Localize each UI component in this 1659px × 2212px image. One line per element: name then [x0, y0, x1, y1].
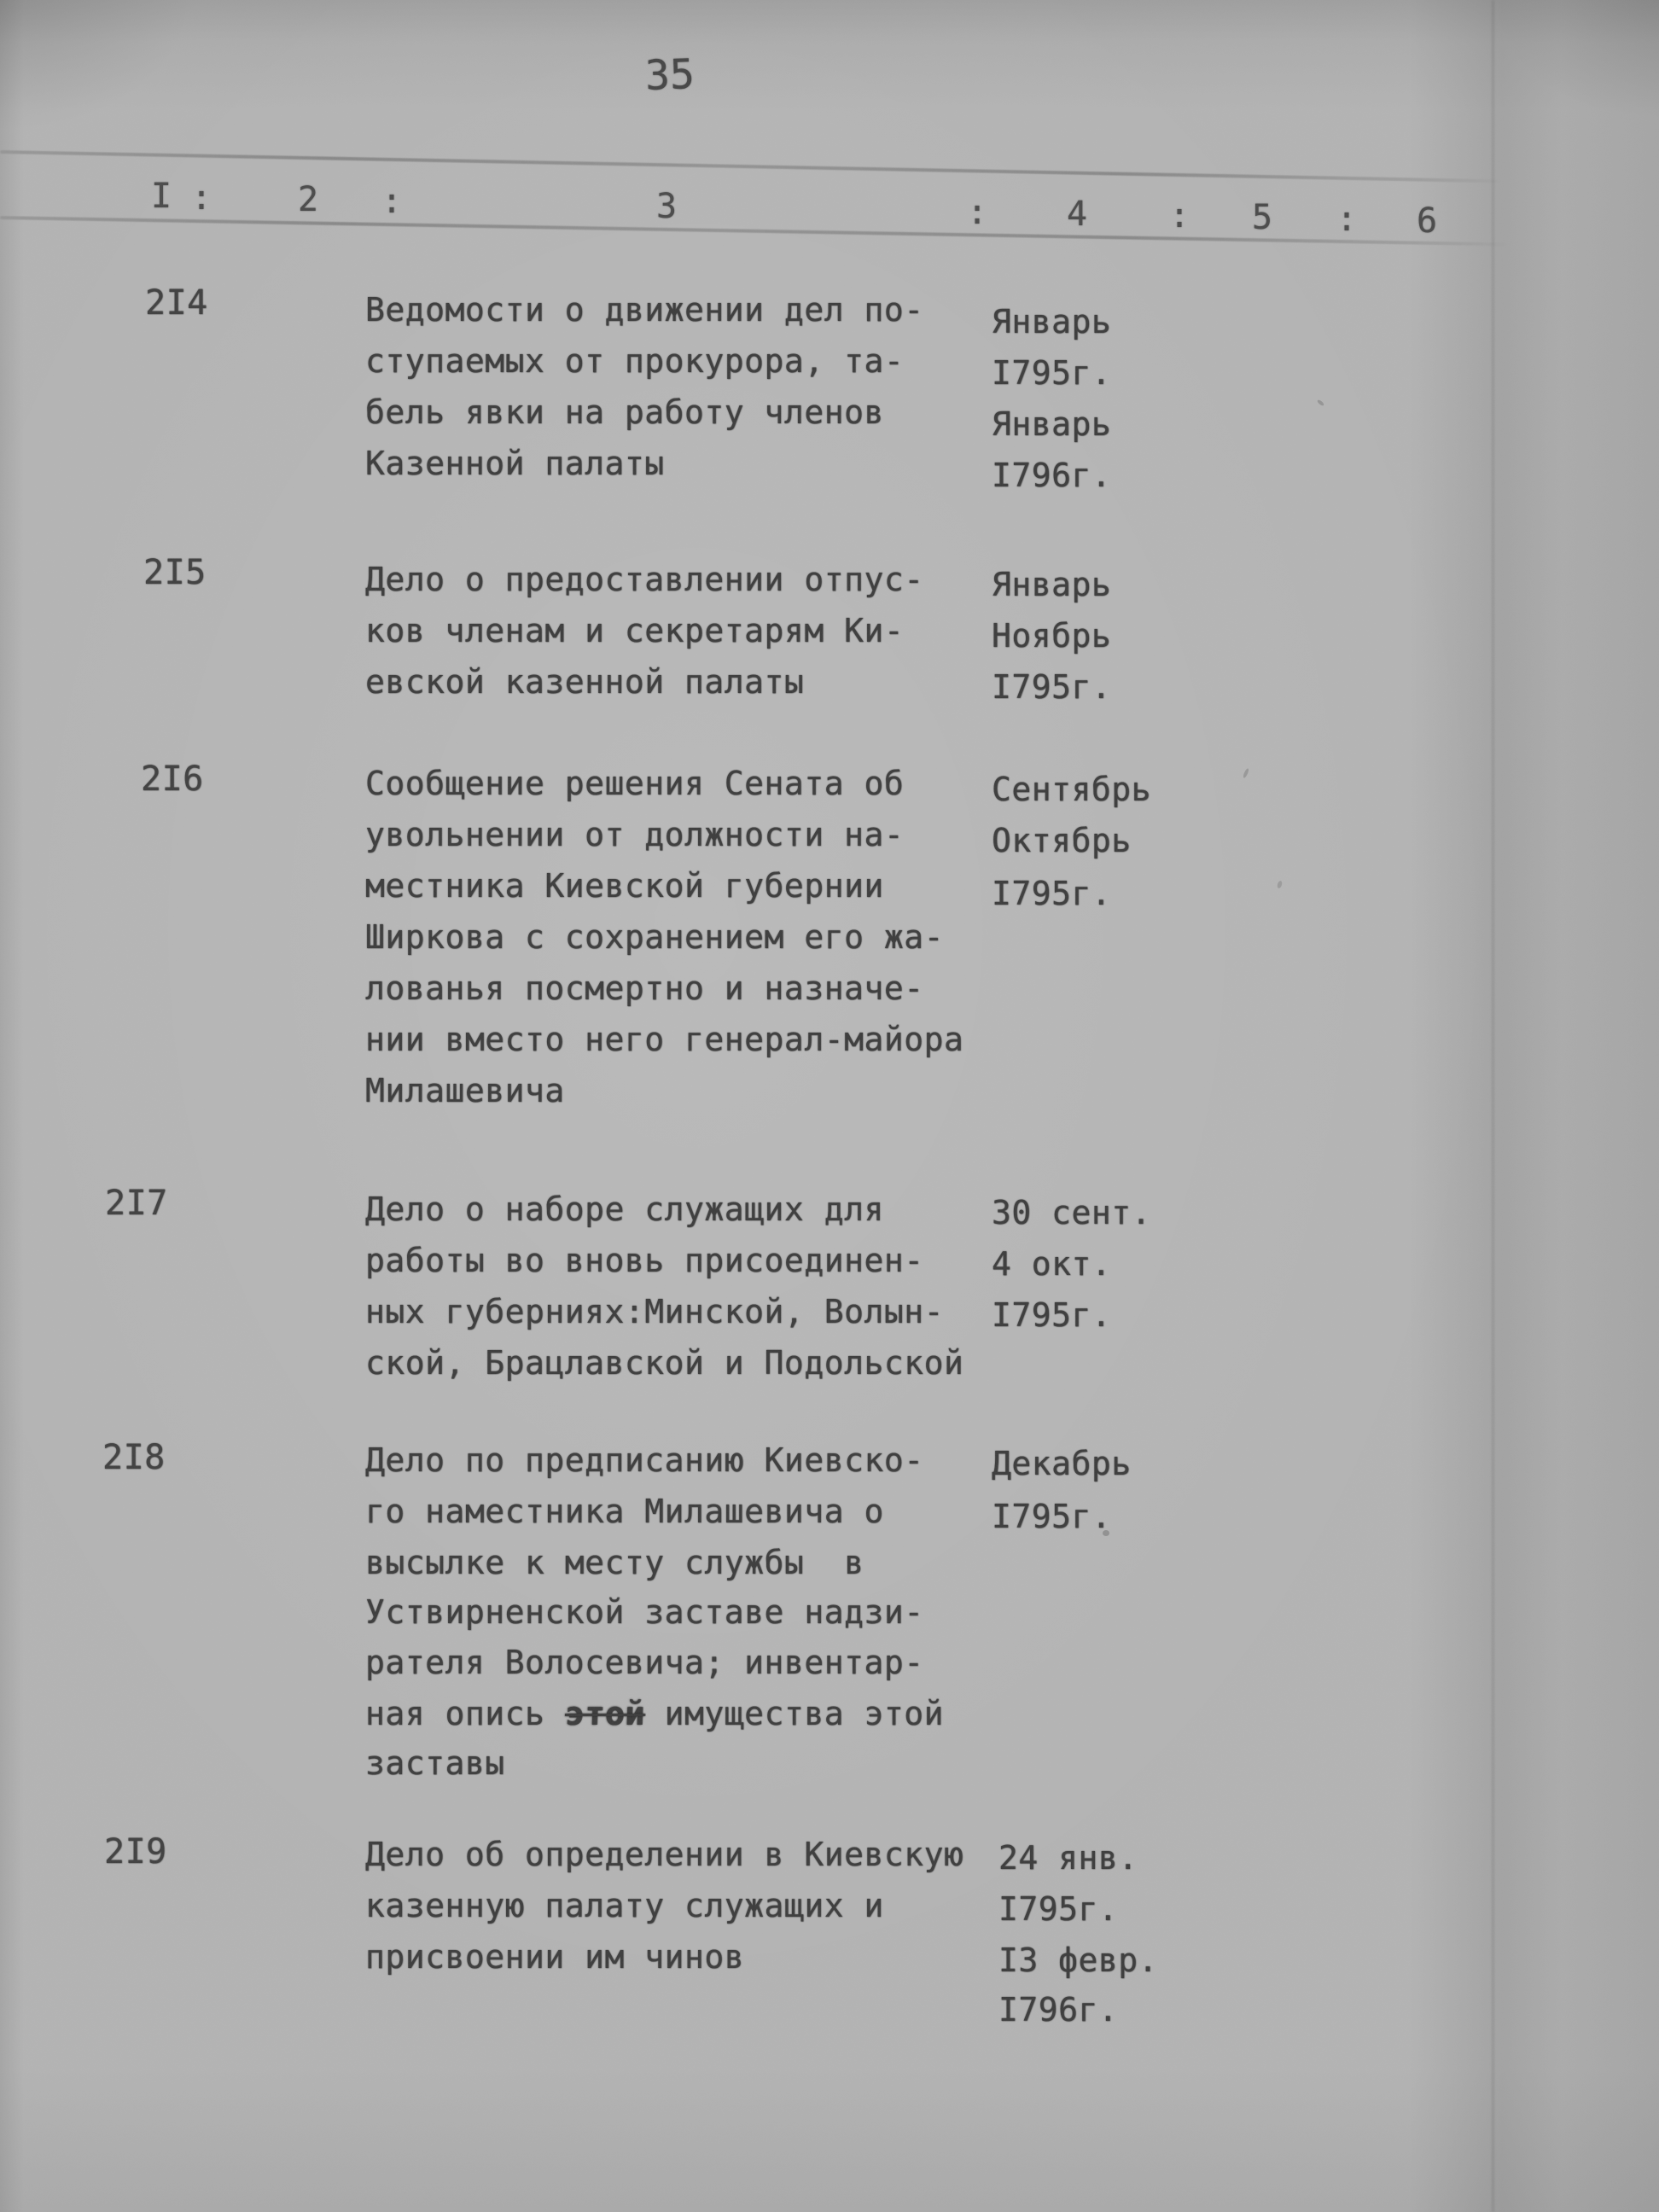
entry-number: 2I8 — [102, 1438, 166, 1477]
date-line: I796г. — [998, 1991, 1119, 2029]
desc-line: работы во вновь присоединен- — [365, 1242, 924, 1279]
desc-line: бель явки на работу членов — [365, 393, 884, 431]
desc-line: Ширкова с сохранением его жа- — [365, 918, 944, 956]
date-line: I3 февр. — [998, 1941, 1159, 1979]
column-separator: : — [1169, 196, 1190, 236]
column-header-1: I — [151, 177, 172, 216]
column-header-2: 2 — [298, 180, 319, 219]
desc-line: Дело об определении в Киевскую — [365, 1836, 964, 1873]
column-header-5: 5 — [1252, 198, 1273, 237]
entry-number: 2I7 — [105, 1184, 168, 1223]
desc-line: рателя Волосевича; инвентар- — [365, 1644, 924, 1681]
table-rule-bottom — [0, 216, 1507, 246]
date-line: 4 окт. — [992, 1245, 1112, 1283]
desc-line: Казенной палаты — [365, 445, 665, 482]
desc-line: ступаемых от прокурора, та- — [365, 342, 905, 380]
desc-line: Ведомости о движении дел по- — [365, 291, 924, 329]
desc-line: Милашевича — [365, 1072, 565, 1109]
date-line: Январь — [992, 566, 1112, 603]
desc-line: Уствирненской заставе надзи- — [365, 1593, 924, 1631]
date-line: I796г. — [992, 457, 1112, 494]
column-separator: : — [381, 182, 403, 221]
date-line: I795г. — [992, 1296, 1112, 1334]
paper-speck — [1277, 880, 1284, 888]
entry-number: 2I9 — [104, 1832, 167, 1871]
desc-line: ской, Брацлавской и Подольской — [365, 1344, 964, 1382]
desc-line: го наместника Милашевича о — [365, 1493, 884, 1530]
desc-line: лованья посмертно и назначе- — [365, 969, 924, 1007]
date-line: 30 сент. — [992, 1194, 1152, 1231]
desc-line: Сообщение решения Сената об — [365, 765, 905, 802]
desc-line: ных губерниях:Минской, Волын- — [365, 1293, 944, 1330]
date-line: I795г. — [992, 354, 1112, 392]
date-line: Январь — [992, 405, 1112, 443]
column-header-4: 4 — [1067, 195, 1088, 234]
date-line: I795г. — [998, 1890, 1119, 1928]
struck-word: этой — [564, 1695, 646, 1732]
entry-number: 2I4 — [145, 283, 208, 323]
desc-line: увольнении от должности на- — [365, 816, 905, 853]
date-line: I795г. — [992, 668, 1112, 706]
paper-speck — [1103, 1530, 1109, 1536]
column-header-6: 6 — [1417, 201, 1438, 241]
desc-line: местника Киевской губернии — [365, 867, 884, 905]
column-separator: : — [1336, 200, 1358, 239]
table-rule-top — [0, 150, 1500, 183]
page-number: 35 — [644, 50, 696, 100]
entry-number: 2I5 — [143, 553, 207, 592]
date-line: Январь — [992, 303, 1112, 341]
desc-line: казенную палату служащих и — [365, 1887, 884, 1924]
date-line: Ноябрь — [992, 617, 1112, 655]
desc-line: заставы — [365, 1744, 505, 1782]
paper-speck — [1317, 399, 1325, 407]
date-line: Декабрь — [992, 1445, 1132, 1482]
desc-text: ная опись — [365, 1695, 565, 1732]
entry-number: 2I6 — [141, 760, 204, 799]
date-line: I795г. — [992, 875, 1112, 912]
date-line: Сентябрь — [992, 771, 1152, 808]
column-separator: : — [191, 178, 212, 218]
desc-line: Дело о предоставлении отпус- — [365, 561, 924, 598]
desc-line: ков членам и секретарям Ки- — [365, 612, 905, 649]
desc-line: присвоении им чинов — [365, 1938, 745, 1976]
page-fold-line — [1492, 0, 1494, 2212]
desc-line: высылке к месту службы в — [365, 1544, 864, 1581]
column-separator: : — [967, 193, 988, 232]
desc-line: евской казенной палаты — [365, 663, 805, 701]
desc-line: нии вместо него генерал-майора — [365, 1021, 964, 1058]
column-header-3: 3 — [656, 187, 678, 226]
desc-line: Дело по предписанию Киевско- — [365, 1441, 924, 1479]
desc-line-with-strikeout — [365, 1696, 944, 1733]
paper-speck — [1243, 768, 1250, 779]
desc-text: имущества этой — [644, 1695, 944, 1732]
desc-line: Дело о наборе служащих для — [365, 1190, 884, 1228]
date-line: 24 янв. — [998, 1839, 1138, 1877]
date-line: Октябрь — [992, 822, 1132, 859]
date-line: I795г. — [992, 1498, 1112, 1535]
